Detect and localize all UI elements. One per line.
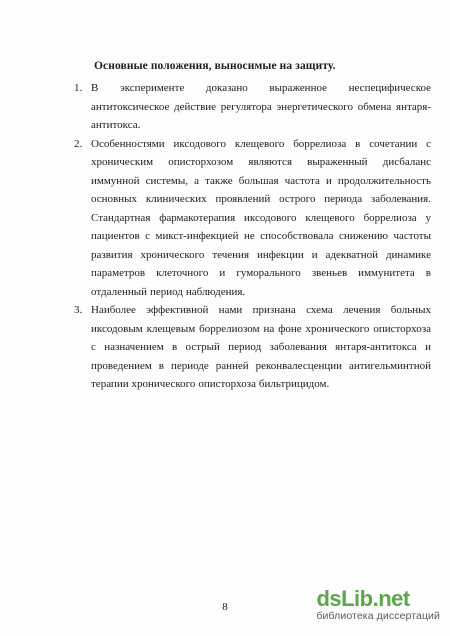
item-text: Особенностями иксодового клещевого боррелиоза в сочетании с хроническим описторхозом являются выраженный дисбаланс иммунной системы, а также большая частота и продолжительность основных клинических проявлений острого периода заболевания. Стандартная фармакотерапия иксодового клещевого боррелиоза у пациентов с микст-инфекцией не способствовала снижению частоты развития хронического течения инфекции и адекватной динамике параметров клеточного и гуморального звеньев иммунитета в отдаленный период наблюдения. bbox=[91, 137, 431, 298]
watermark-subtitle: библиотека диссертаций bbox=[316, 610, 440, 622]
item-number: 3. bbox=[74, 304, 83, 316]
list-item bbox=[74, 301, 431, 394]
list-item bbox=[74, 79, 431, 135]
watermark bbox=[316, 588, 440, 622]
watermark-logo: dsLib.net bbox=[316, 586, 410, 611]
item-text: В эксперименте доказано выраженное неспецифическое антитоксическое действие регулятора энергетического обмена янтаря-антитокса. bbox=[91, 82, 431, 131]
item-number: 1. bbox=[74, 82, 83, 94]
list-item bbox=[74, 135, 431, 302]
theses-list bbox=[74, 79, 431, 394]
page-number: 8 bbox=[222, 601, 228, 613]
section-heading: Основные положения, выносимые на защиту. bbox=[94, 60, 336, 72]
item-number: 2. bbox=[74, 137, 83, 150]
item-text: Наиболее эффективной нами признана схема лечения больных иксодовым клещевым боррелиозом на фоне хронического описторхоза с назначением в острый период заболевания янтаря-антитокса и проведением в периоде ранней реконвалесценции антигельминтной терапии хронического описторхоза бильтрицидом. bbox=[91, 304, 431, 390]
